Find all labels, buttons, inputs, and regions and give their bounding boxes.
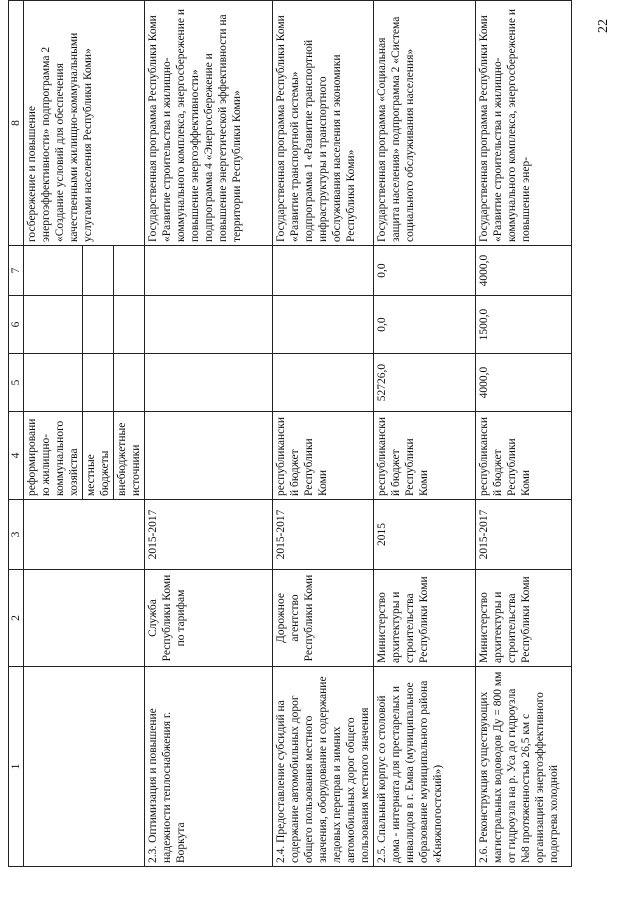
program-cell: госбережение и повышение энергоэффективности» подпрограмма 2 «Создание условий для обеспечения качественными жилищно-коммунальными услугами населения Республики Коми» <box>24 1 145 246</box>
col-header: 6 <box>9 296 24 354</box>
col-header: 3 <box>9 500 24 570</box>
program-table <box>8 0 572 867</box>
source-cell: местные бюджеты <box>83 412 114 500</box>
col-header: 1 <box>9 667 24 867</box>
table-row: 2.3. Оптимизация и повышение надежности теплоснабжения г. Воркута Служба Республики Коми по тарифам 2015-2017 Государственная программа Республики Коми «Развитие строительства и жилищно-коммунального комплекса, энергосбережение и повышение энергоэффективности» подпрограмма 4 «Энергосбережение и повышение энергетической эффективности на территории Республики Коми» <box>145 1 273 867</box>
col-header: 7 <box>9 246 24 296</box>
page-number: 22 <box>596 19 611 33</box>
source-cell: реформированию жилищно-коммунального хозяйства <box>24 412 83 500</box>
col-header: 5 <box>9 354 24 412</box>
col-header: 4 <box>9 412 24 500</box>
table-row <box>24 1 83 867</box>
source-cell: внебюджетные источники <box>114 412 145 500</box>
col-header: 2 <box>9 570 24 667</box>
table-row: 2.6. Реконструкция существующих магистральных водоводов Ду = 800 мм от гидроузла на р. Уса до гидроузла №8 протяженностью 26,5 км с организацией энергоэффективного подогрева холодной Министерство архитектуры и строительства Республики Коми 2015-2017 республиканский бюджет Республики Коми 4000,0 1500,0 4000,0 Государственная программа Республики Коми «Развитие строительства и жилищно-коммунального комплекса, энергосбережение и повышение энер- <box>476 1 572 867</box>
table-row: 2.5. Спальный корпус со столовой дома - интерната для престарелых и инвалидов в г. Емва (муниципальное образование муниципального района «Княжпогостский») Министерство архитектуры и строительства Республики Коми 2015 республиканский бюджет Республики Коми 52726,0 0,0 0,0 Государственная программа «Социальная защита населения» подпрограмма 2 «Система социального обслуживания населения» <box>374 1 476 867</box>
header-row <box>9 1 24 867</box>
table-row: 2.4. Предоставление субсидий на содержание автомобильных дорог общего пользования местного значения, оборудование и содержание ледовых переправ и зимних автомобильных дорог общего пользования местного значения Дорожное агентство Республики Коми 2015-2017 республиканский бюджет Республики Коми Государственная программа Республики Коми «Развитие транспортной системы» подпрограмма 1 «Развитие транспортной инфраструктуры и транспортного обслуживания населения и экономики Республики Коми» <box>273 1 374 867</box>
col-header: 8 <box>9 1 24 246</box>
